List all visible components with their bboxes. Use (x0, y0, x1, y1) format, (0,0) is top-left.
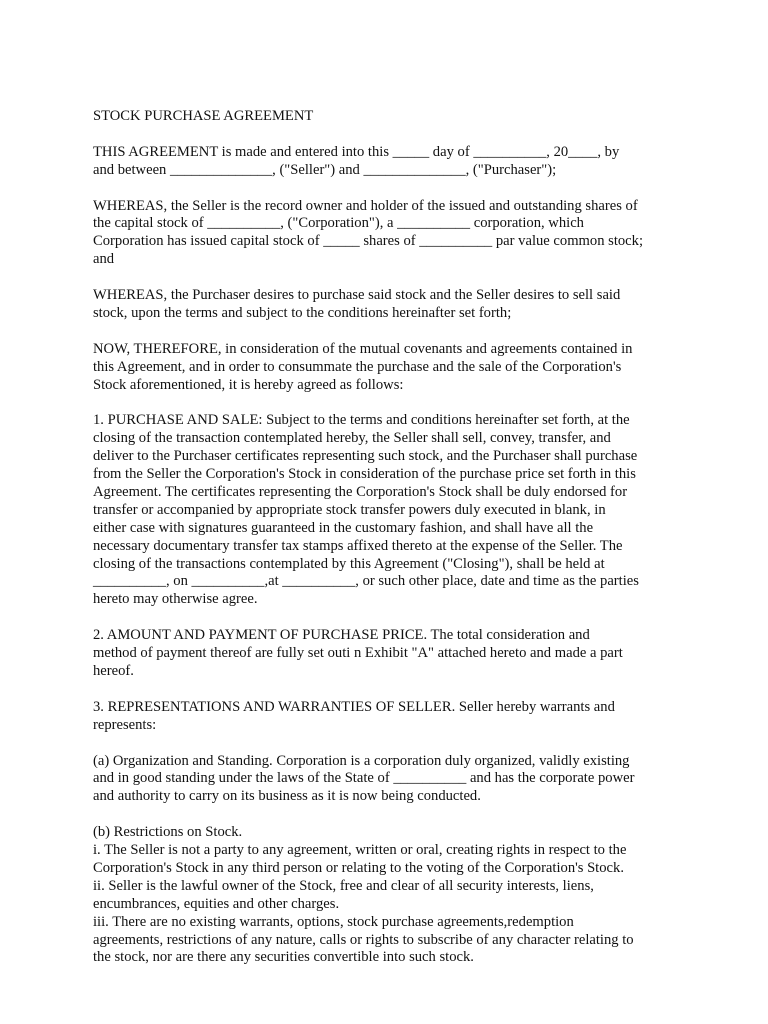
text-line: closing of the transactions contemplated by this Agreement ("Closing"), shall be held at (93, 555, 605, 572)
text-line: encumbrances, equities and other charges. (93, 895, 340, 912)
text-line: iii. There are no existing warrants, options, stock purchase agreements,redemption (93, 913, 574, 930)
now-therefore-paragraph (93, 341, 683, 395)
text-line: ii. Seller is the lawful owner of the Stock, free and clear of all security interests, liens, (93, 877, 594, 894)
text-line: the capital stock of __________, ("Corporation"), a __________ corporation, which (93, 215, 584, 232)
intro-paragraph (93, 144, 683, 180)
text-line: Agreement. The certificates representing the Corporation's Stock shall be duly endorsed for (93, 483, 628, 500)
document-title: STOCK PURCHASE AGREEMENT (93, 108, 314, 124)
text-line: WHEREAS, the Seller is the record owner and holder of the issued and outstanding shares of (93, 197, 638, 214)
text-line: __________, on __________,at __________, or such other place, date and time as the parties (93, 573, 639, 590)
text-line: agreements, restrictions of any nature, calls or rights to subscribe of any character relating to (93, 931, 634, 948)
text-line: this Agreement, and in order to consummate the purchase and the sale of the Corporation's (93, 358, 622, 375)
text-line: NOW, THEREFORE, in consideration of the mutual covenants and agreements contained in (93, 340, 633, 357)
text-line: transfer or accompanied by appropriate stock transfer powers duly executed in blank, in (93, 501, 606, 518)
text-line: and between ______________, ("Seller") and ______________, ("Purchaser"); (93, 161, 557, 178)
text-line: 1. PURCHASE AND SALE: Subject to the terms and conditions hereinafter set forth, at the (93, 412, 630, 429)
text-line: method of payment thereof are fully set outi n Exhibit "A" attached hereto and made a part (93, 645, 623, 662)
section-1-purchase-and-sale (93, 412, 683, 609)
whereas-paragraph-2 (93, 287, 683, 323)
text-line: (b) Restrictions on Stock. (93, 824, 243, 841)
text-line: i. The Seller is not a party to any agreement, written or oral, creating rights in respect to the (93, 842, 627, 859)
section-2-purchase-price (93, 627, 683, 681)
whereas-paragraph-1 (93, 198, 683, 270)
text-line: from the Seller the Corporation's Stock in consideration of the purchase price set forth in this (93, 466, 636, 483)
text-line: the stock, nor are there any securities convertible into such stock. (93, 949, 474, 966)
text-line: deliver to the Purchaser certificates representing such stock, and the Purchaser shall purchase (93, 448, 638, 465)
section-3b-restrictions (93, 824, 683, 967)
text-line: stock, upon the terms and subject to the conditions hereinafter set forth; (93, 304, 512, 321)
text-line: hereof. (93, 663, 134, 679)
text-line: necessary documentary transfer tax stamps affixed thereto at the expense of the Seller. The (93, 537, 623, 554)
text-line: and (93, 251, 115, 268)
text-line: (a) Organization and Standing. Corporation is a corporation duly organized, validly existing (93, 752, 630, 769)
text-line: closing of the transaction contemplated hereby, the Seller shall sell, convey, transfer, and (93, 430, 611, 447)
document-page (93, 108, 683, 967)
text-line: Corporation has issued capital stock of _____ shares of __________ par value common stock; (93, 233, 643, 250)
text-line: either case with signatures guaranteed in the customary fashion, and shall have all the (93, 519, 594, 536)
text-line: Stock aforementioned, it is hereby agreed as follows: (93, 376, 404, 393)
text-line: 3. REPRESENTATIONS AND WARRANTIES OF SELLER. Seller hereby warrants and (93, 698, 615, 715)
section-3-representations (93, 699, 683, 735)
section-3a-organization (93, 753, 683, 807)
text-line: WHEREAS, the Purchaser desires to purchase said stock and the Seller desires to sell said (93, 287, 621, 304)
text-line: and in good standing under the laws of the State of __________ and has the corporate power (93, 770, 635, 787)
text-line: Corporation's Stock in any third person or relating to the voting of the Corporation's Stock. (93, 859, 624, 876)
text-line: and authority to carry on its business as it is now being conducted. (93, 788, 481, 805)
text-line: 2. AMOUNT AND PAYMENT OF PURCHASE PRICE. The total consideration and (93, 627, 590, 644)
text-line: represents: (93, 716, 157, 733)
text-line: hereto may otherwise agree. (93, 591, 258, 608)
text-line: THIS AGREEMENT is made and entered into this _____ day of __________, 20____, by (93, 143, 620, 160)
